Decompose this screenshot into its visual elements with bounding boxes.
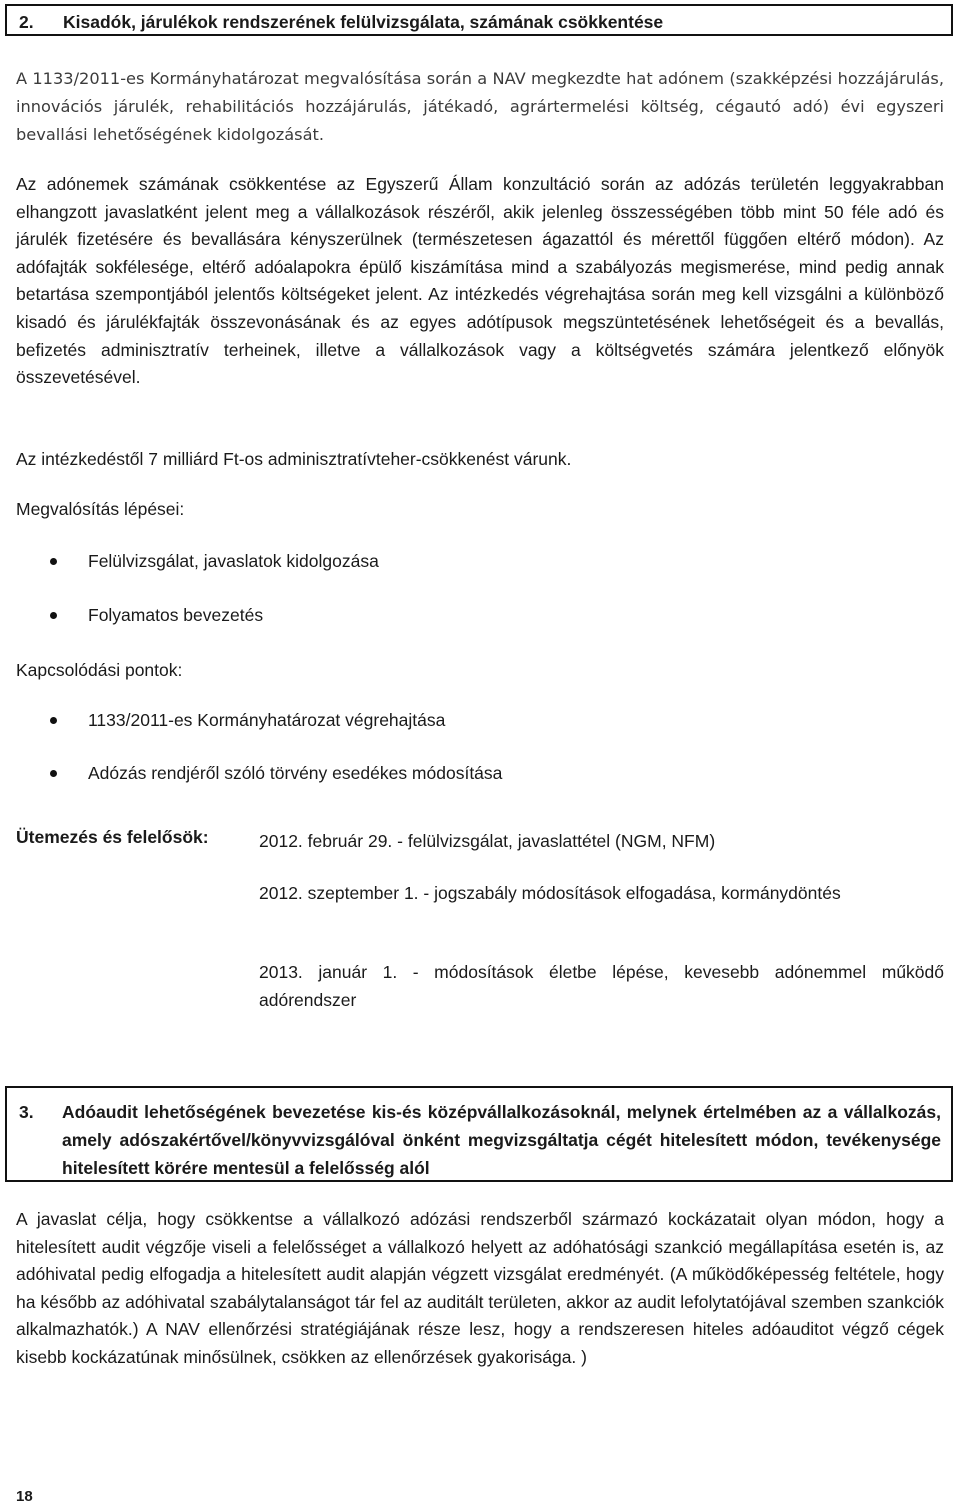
list-item: Felülvizsgálat, javaslatok kidolgozása (50, 551, 379, 572)
schedule-item: 2012. szeptember 1. - jogszabály módosítások elfogadása, kormánydöntés (259, 883, 841, 903)
page-number: 18 (16, 1488, 33, 1505)
section-title: Kisadók, járulékok rendszerének felülvizsgálata, számának csökkentése (63, 12, 664, 32)
section-3-paragraph: A javaslat célja, hogy csökkentse a vállalkozó adózási rendszerből származó kockázatait olyan módon, hogy a hitelesített audit végzője viseli a felelősséget a vállalkozó helyett az adóhatósági szankció megállapítása esetén is, az adóhivatal pedig elfogadja a hitelesített audit alapján végzett vizsgálat eredményét. (A működőképesség feltétele, hogy ha később az adóhivatal szabálytalanságot tár fel az auditált területen, akkor az audit lefolytatójával szemben szankciók alkalmazhatók.) A NAV ellenőrzési stratégiájának része lesz, hogy a rendszeresen hiteles adóauditot végző cégek kisebb kockázatúnak minősülnek, csökken az ellenőrzések gyakorisága. ) (16, 1209, 944, 1367)
section-number: 2. (19, 12, 34, 32)
intro-paragraph: A 1133/2011-es Kormányhatározat megvalósítása során a NAV megkezdte hat adónem (szakképzési hozzájárulás, innovációs járulék, rehabilitációs hozzájárulás, játékadó, agrártermelési költség, cégautó adó) évi egyszeri bevallási lehetőségének kidolgozását. (16, 69, 944, 144)
section-2-heading (5, 4, 953, 36)
section-3-heading (5, 1086, 953, 1182)
list-item: Adózás rendjéről szóló törvény esedékes módosítása (50, 763, 502, 784)
links-heading: Kapcsolódási pontok: (16, 660, 183, 680)
section-number: 3. (19, 1102, 34, 1122)
schedule-item: 2012. február 29. - felülvizsgálat, javaslattétel (NGM, NFM) (259, 831, 716, 851)
bullet-icon (50, 612, 57, 619)
section-title: Adóaudit lehetőségének bevezetése kis-és középvállalkozásoknál, melynek értelmében az a vállalkozás, amely adószakértővel/könyvvizsgálóval önként megvizsgáltatja cégét hitelesített módon, tevékenysége hitelesített körére mentesül a felelősség alól (62, 1102, 941, 1178)
list-item: 1133/2011-es Kormányhatározat végrehajtása (50, 710, 445, 731)
bullet-icon (50, 558, 57, 565)
list-item: Folyamatos bevezetés (50, 605, 263, 626)
expectation-paragraph: Az intézkedéstől 7 milliárd Ft-os adminisztratívteher-csökkenést várunk. (16, 449, 572, 469)
steps-heading: Megvalósítás lépései: (16, 499, 185, 519)
schedule-item: 2013. január 1. - módosítások életbe lépése, kevesebb adónemmel működő adórendszer (259, 962, 944, 1010)
schedule-label: Ütemezés és felelősök: (16, 827, 209, 847)
bullet-icon (50, 717, 57, 724)
bullet-icon (50, 770, 57, 777)
body-paragraph: Az adónemek számának csökkentése az Egyszerű Állam konzultáció során az adózás területén leggyakrabban elhangzott javaslatként jelent meg a vállalkozások részéről, akik jelenleg összességében több mint 50 féle adó és járulék fizetésére és bevallására kényszerülnek (természetesen ágazattól és mérettől függően eltérő módon). Az adófajták sokfélesége, eltérő adóalapokra épülő kiszámítása mind a szabályozás megismerése, mind pedig annak betartása szempontjából jelentős költségeket jelent. Az intézkedés végrehajtása során meg kell vizsgálni a különböző kisadó és járulékfajták összevonásának és az egyes adótípusok megszüntetésének lehetőségeit és a bevallás, befizetés adminisztratív terheinek, illetve a vállalkozások vagy a költségvetés számára jelentkező előnyök összevetésével. (16, 174, 944, 388)
